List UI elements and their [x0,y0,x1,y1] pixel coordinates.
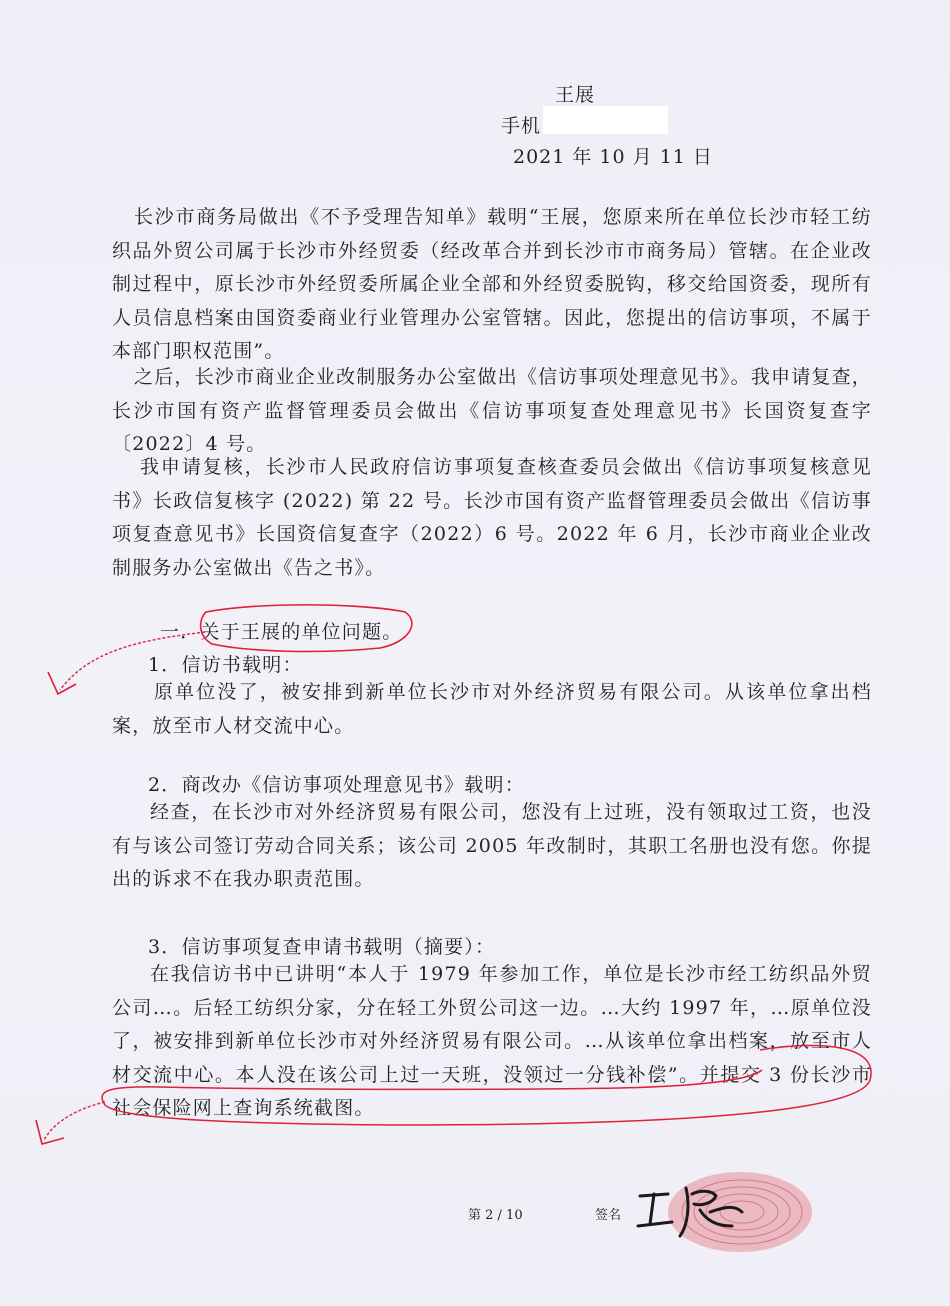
signature-label: 签名 [595,1208,622,1223]
document-date: 2021 年 10 月 11 日 [513,146,713,168]
intro-paragraph-1: 长沙市商务局做出《不予受理告知单》载明“王展，您原来所在单位长沙市轻工纺织品外贸公司属于长沙市外经贸委（经改革合并到长沙市市商务局）管辖。在企业改制过程中，原长沙市外经贸委所属企业全部和外经贸委脱钩，移交给国资委，现所有人员信息档案由国资委商业行业管理办公室管辖。因此，您提出的信访事项，不属于本部门职权范围”。 [112,206,872,362]
red-pen-arrow-line-2 [44,1102,105,1140]
item-3-body: 在我信访书中已讲明“本人于 1979 年参加工作，单位是长沙市经工纺织品外贸公司…。后轻工纺织分家，分在轻工外贸公司这一边。…大约 1997 年，…原单位没了，被安排到新单位长沙市对外经济贸易有限公司。…从该单位拿出档案，放至市人材交流中心。本人没在该公司上过一天班，没领过一分钱补偿”。并提交 3 份长沙市社会保险网上查询系统截图。 [112,963,872,1119]
page-number: 第 2 / 10 [468,1208,523,1223]
phone-label: 手机 [501,115,542,137]
intro-paragraph-2: 之后，长沙市商业企业改制服务办公室做出《信访事项处理意见书》。我申请复查，长沙市国有资产监督管理委员会做出《信访事项复查处理意见书》长国资复查字〔2022〕4 号。 [112,366,872,455]
section-heading: 一．关于王展的单位问题。 [160,621,403,643]
red-pen-arrow-head-2 [36,1120,64,1144]
item-2-body: 经查，在长沙市对外经济贸易有限公司，您没有上过班，没有领取过工资，也没有与该公司签订劳动合同关系；该公司 2005 年改制时，其职工名册也没有您。你提出的诉求不在我办职责范围。 [112,801,872,890]
handwritten-signature [638,1188,742,1236]
red-pen-arrow-head-1 [48,672,76,694]
intro-paragraph-3: 我申请复核，长沙市人民政府信访事项复查核查委员会做出《信访事项复核意见书》长政信复核字 (2022) 第 22 号。长沙市国有资产监督管理委员会做出《信访事项复查意见书》长国资信复查字（2022）6 号。2022 年 6 月，长沙市商业企业改制服务办公室做出《告之书》。 [112,456,872,579]
fingerprint-seal [668,1172,812,1252]
item-2-title: 2．商改办《信访事项处理意见书》载明： [148,774,525,796]
item-1-title: 1．信访书载明： [148,654,303,676]
item-1-body: 原单位没了，被安排到新单位长沙市对外经济贸易有限公司。从该单位拿出档案，放至市人材交流中心。 [112,681,872,737]
author-name: 王展 [555,84,596,106]
redacted-phone-box [543,106,668,134]
item-3-title: 3．信访事项复查申请书载明（摘要）： [148,936,496,958]
